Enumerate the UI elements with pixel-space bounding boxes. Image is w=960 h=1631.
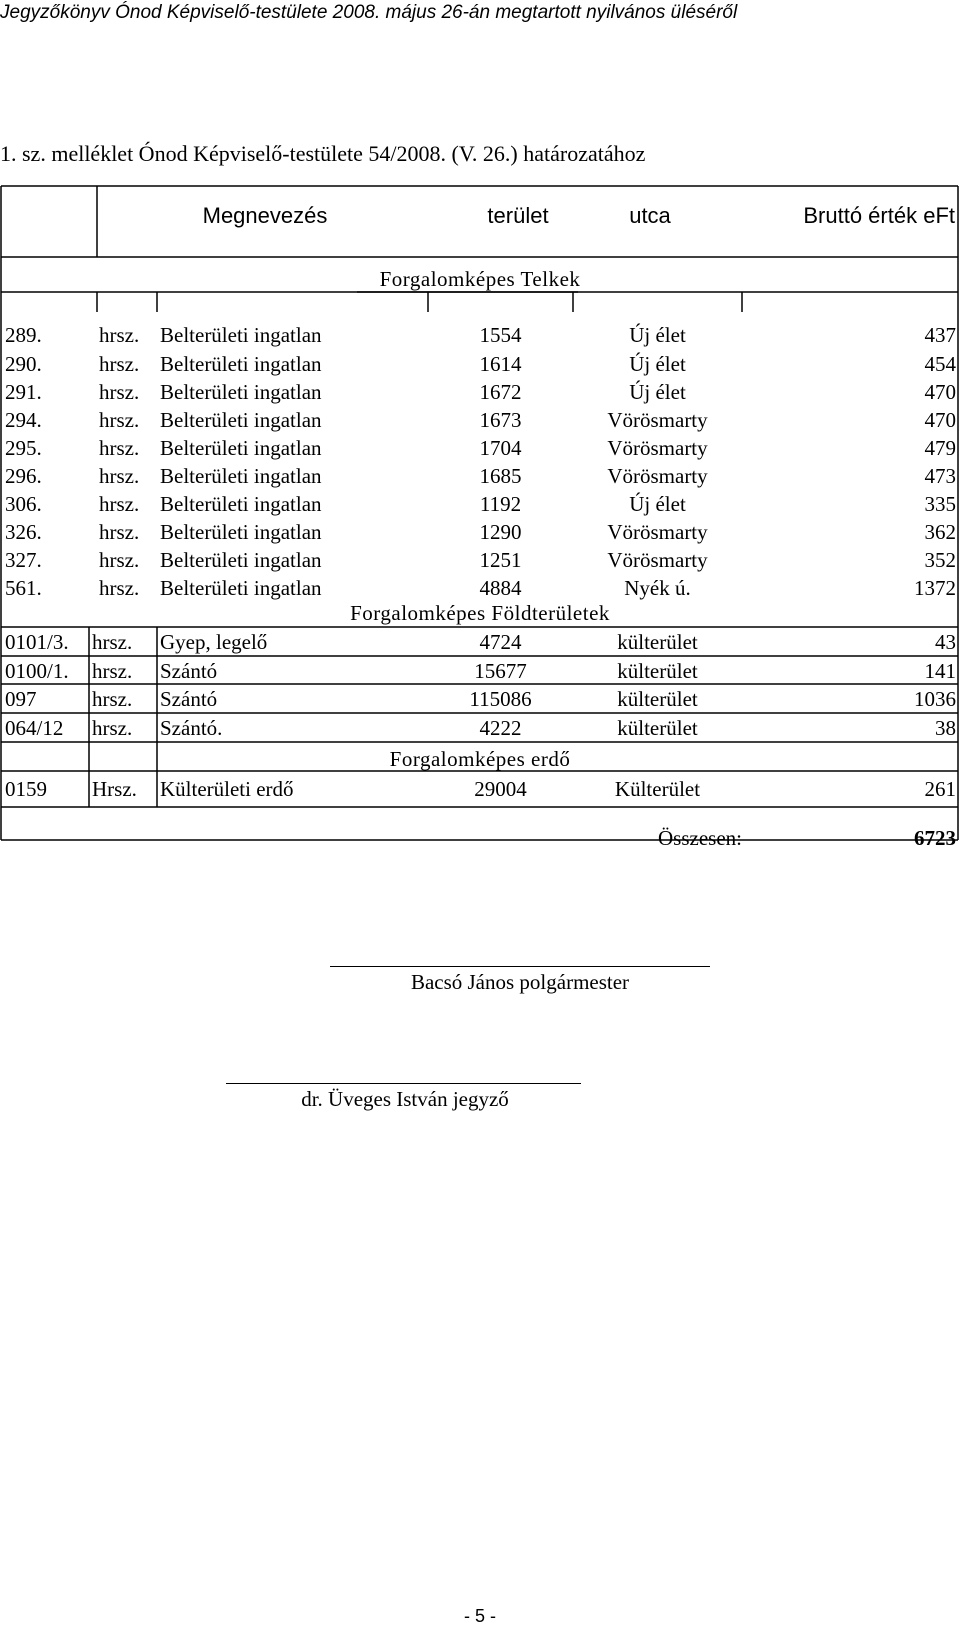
cell-area: 1672 <box>479 380 522 404</box>
cell-street: külterület <box>617 716 698 740</box>
cell-street: Új élet <box>629 352 686 376</box>
cell-type: hrsz. <box>99 408 140 432</box>
cell-area: 4884 <box>479 576 522 600</box>
cell-parcel: 306. <box>5 492 42 516</box>
cell-name: Gyep, legelő <box>160 630 268 654</box>
cell-value: 141 <box>924 659 956 683</box>
cell-parcel: 290. <box>5 352 42 376</box>
cell-parcel: 0159 <box>5 777 47 801</box>
cell-value: 479 <box>924 436 956 460</box>
cell-value: 470 <box>924 380 956 404</box>
cell-area: 115086 <box>469 687 532 711</box>
cell-parcel: 296. <box>5 464 42 488</box>
cell-value: 473 <box>924 464 956 488</box>
cell-parcel: 327. <box>5 548 42 572</box>
cell-type: hrsz. <box>92 716 133 740</box>
cell-type: hrsz. <box>99 548 140 572</box>
cell-name: Szántó <box>160 687 218 711</box>
cell-street: külterület <box>617 630 698 654</box>
cell-name: Belterületi ingatlan <box>160 436 322 460</box>
cell-area: 1554 <box>479 323 522 347</box>
signature-name-mayor: Bacsó János polgármester <box>410 970 630 994</box>
cell-type: hrsz. <box>99 520 140 544</box>
cell-street: Nyék ú. <box>624 576 691 600</box>
cell-name: Belterületi ingatlan <box>160 352 322 376</box>
cell-parcel: 295. <box>5 436 42 460</box>
cell-name: Belterületi ingatlan <box>160 576 322 600</box>
cell-name: Szántó. <box>160 716 223 740</box>
cell-street: Vörösmarty <box>607 464 708 488</box>
cell-parcel: 561. <box>5 576 42 600</box>
cell-street: Vörösmarty <box>607 520 708 544</box>
cell-name: Belterületi ingatlan <box>160 323 322 347</box>
cell-name: Belterületi ingatlan <box>160 408 322 432</box>
cell-value: 362 <box>924 520 956 544</box>
cell-type: hrsz. <box>92 659 133 683</box>
cell-type: hrsz. <box>92 630 133 654</box>
section-title-foldteruletek: Forgalomképes Földterületek <box>350 601 610 625</box>
section-title-erdo: Forgalomképes erdő <box>389 747 571 771</box>
cell-value: 352 <box>924 548 956 572</box>
cell-value: 470 <box>924 408 956 432</box>
column-header-name: Megnevezés <box>202 203 328 228</box>
cell-area: 1685 <box>479 464 522 488</box>
column-header-area: terület <box>487 203 549 228</box>
cell-type: hrsz. <box>99 576 140 600</box>
cell-name: Belterületi ingatlan <box>160 520 322 544</box>
cell-street: külterület <box>617 687 698 711</box>
cell-parcel: 291. <box>5 380 42 404</box>
section-title-telkek: Forgalomképes Telkek <box>379 267 581 291</box>
cell-value: 454 <box>924 352 956 376</box>
cell-type: Hrsz. <box>92 777 137 801</box>
cell-value: 261 <box>924 777 956 801</box>
column-header-value: Bruttó érték eFt <box>803 203 955 228</box>
cell-type: hrsz. <box>99 492 140 516</box>
cell-area: 1192 <box>479 492 522 516</box>
cell-street: Új élet <box>629 492 686 516</box>
document-header: Jegyzőkönyv Ónod Képviselő-testülete 2008. május 26-án megtartott nyilvános üléséről <box>0 2 738 23</box>
cell-area: 1290 <box>479 520 522 544</box>
cell-area: 1251 <box>479 548 522 572</box>
cell-area: 4724 <box>479 630 522 654</box>
page-number: - 5 - <box>463 1606 496 1626</box>
cell-name: Belterületi ingatlan <box>160 380 322 404</box>
cell-street: Vörösmarty <box>607 408 708 432</box>
cell-value: 43 <box>935 630 956 654</box>
column-header-street: utca <box>629 203 671 228</box>
total-value: 6723 <box>914 826 956 850</box>
cell-area: 29004 <box>474 777 527 801</box>
cell-street: Új élet <box>629 323 686 347</box>
cell-parcel: 289. <box>5 323 42 347</box>
cell-value: 437 <box>924 323 956 347</box>
cell-value: 335 <box>924 492 956 516</box>
cell-area: 4222 <box>479 716 522 740</box>
cell-parcel: 0101/3. <box>5 630 69 654</box>
cell-street: Vörösmarty <box>607 436 708 460</box>
cell-street: Új élet <box>629 380 686 404</box>
cell-type: hrsz. <box>99 352 140 376</box>
cell-name: Belterületi ingatlan <box>160 492 322 516</box>
cell-area: 1704 <box>479 436 522 460</box>
cell-name: Belterületi ingatlan <box>160 548 322 572</box>
annex-caption: 1. sz. melléklet Ónod Képviselő-testülete 54/2008. (V. 26.) határozatához <box>0 141 646 166</box>
cell-parcel: 0100/1. <box>5 659 69 683</box>
signature-name-notary: dr. Üveges István jegyző <box>301 1087 509 1111</box>
cell-value: 1372 <box>914 576 956 600</box>
cell-street: Külterület <box>614 777 701 801</box>
signature-line-mayor <box>330 966 710 967</box>
cell-parcel: 097 <box>5 687 37 711</box>
cell-type: hrsz. <box>99 380 140 404</box>
cell-area: 1614 <box>479 352 522 376</box>
cell-name: Belterületi ingatlan <box>160 464 322 488</box>
cell-type: hrsz. <box>99 436 140 460</box>
cell-street: külterület <box>617 659 698 683</box>
cell-type: hrsz. <box>92 687 133 711</box>
cell-name: Külterületi erdő <box>160 777 294 801</box>
cell-area: 15677 <box>474 659 527 683</box>
cell-parcel: 064/12 <box>5 716 64 740</box>
cell-area: 1673 <box>479 408 522 432</box>
cell-parcel: 326. <box>5 520 42 544</box>
signature-line-notary <box>226 1083 581 1084</box>
total-label: Összesen: <box>658 826 742 850</box>
cell-name: Szántó <box>160 659 218 683</box>
cell-value: 38 <box>935 716 956 740</box>
cell-value: 1036 <box>914 687 956 711</box>
cell-type: hrsz. <box>99 464 140 488</box>
cell-parcel: 294. <box>5 408 42 432</box>
cell-street: Vörösmarty <box>607 548 708 572</box>
cell-type: hrsz. <box>99 323 140 347</box>
